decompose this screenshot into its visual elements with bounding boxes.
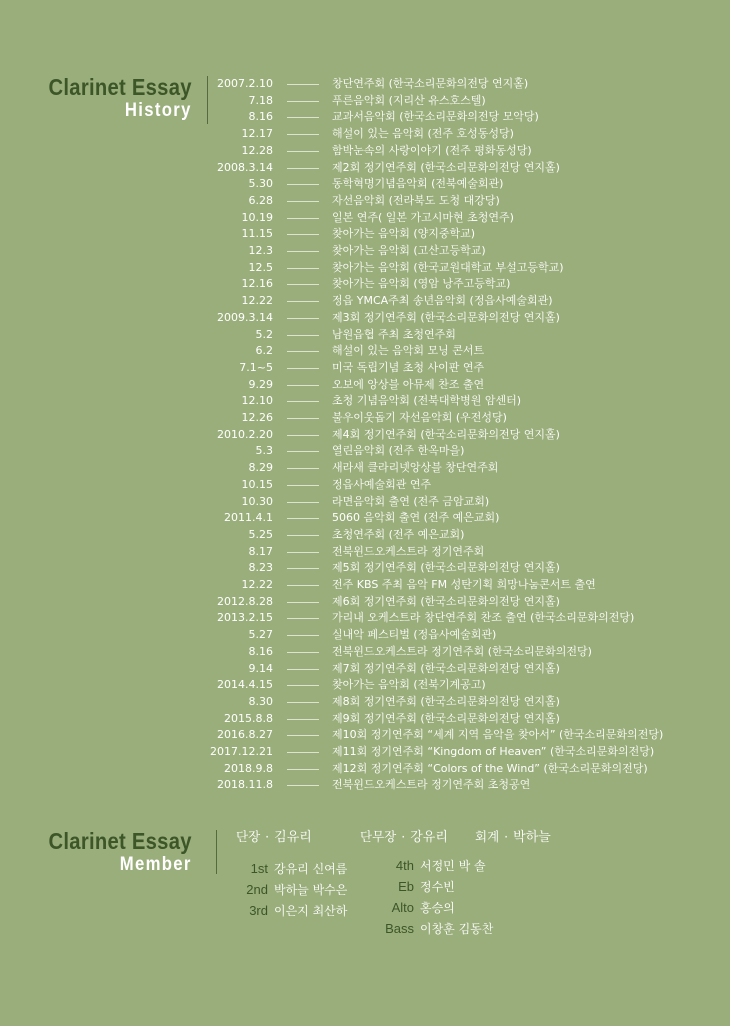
history-row bbox=[0, 644, 730, 661]
section-members: 강유리 신여름 bbox=[274, 862, 348, 876]
leader-name: 김유리 bbox=[274, 830, 312, 845]
history-date: 12.16 bbox=[241, 277, 273, 291]
history-event: 교과서음악회 (한국소리문화의전당 모악당) bbox=[332, 110, 539, 124]
history-row bbox=[0, 226, 730, 243]
member-title: Clarinet Essay bbox=[48, 828, 192, 854]
leader-dash bbox=[287, 201, 319, 202]
section-label: 2nd bbox=[246, 882, 268, 897]
separator-dot: · bbox=[401, 829, 406, 844]
history-row bbox=[0, 544, 730, 561]
leader-dash bbox=[287, 518, 319, 519]
history-event: 찾아가는 음악회 (영암 낭주고등학교) bbox=[332, 277, 511, 291]
history-date: 2017.12.21 bbox=[210, 745, 273, 758]
history-date: 11.15 bbox=[241, 227, 273, 241]
history-event: 동학혁명기념음악회 (전북예술회관) bbox=[332, 177, 504, 191]
section-members: 정수빈 bbox=[420, 880, 455, 894]
history-event: 열린음악회 (전주 한옥마을) bbox=[332, 444, 465, 458]
history-row bbox=[0, 744, 730, 761]
leader-dash bbox=[287, 685, 319, 686]
leader-name: 강유리 bbox=[410, 830, 448, 845]
history-event: 미국 독립기념 초청 사이판 연주 bbox=[332, 360, 485, 374]
leader-dash bbox=[287, 669, 319, 670]
history-event: 일본 연주( 일본 가고시마현 초청연주) bbox=[332, 210, 514, 224]
leader-dash bbox=[287, 435, 319, 436]
history-row bbox=[0, 443, 730, 460]
section-bass bbox=[378, 920, 493, 938]
leader-dash bbox=[287, 752, 319, 753]
history-date: 12.10 bbox=[241, 394, 273, 408]
leader-dash bbox=[287, 418, 319, 419]
history-date: 5.2 bbox=[255, 327, 273, 341]
history-row bbox=[0, 510, 730, 527]
leader-dash bbox=[287, 535, 319, 536]
history-event: 제3회 정기연주회 (한국소리문화의전당 연지홀) bbox=[332, 310, 560, 324]
section-label: 3rd bbox=[249, 903, 268, 918]
history-date: 2012.8.28 bbox=[217, 594, 273, 608]
history-date: 2009.3.14 bbox=[217, 310, 273, 324]
history-event: 해설이 있는 음악회 (전주 호성동성당) bbox=[332, 127, 514, 141]
history-date: 6.2 bbox=[255, 344, 273, 358]
history-event: 제5회 정기연주회 (한국소리문화의전당 연지홀) bbox=[332, 561, 560, 575]
leader-dash bbox=[287, 268, 319, 269]
history-event: 제6회 정기연주회 (한국소리문화의전당 연지홀) bbox=[332, 594, 560, 608]
history-date: 2013.2.15 bbox=[217, 611, 273, 625]
history-event: 제4회 정기연주회 (한국소리문화의전당 연지홀) bbox=[332, 427, 560, 441]
history-event: 초청연주회 (전주 예은교회) bbox=[332, 527, 465, 541]
section-members: 박하늘 박수은 bbox=[274, 883, 348, 897]
history-row bbox=[0, 310, 730, 327]
history-date: 12.3 bbox=[248, 244, 273, 257]
history-event: 전북윈드오케스트라 정기연주회 (한국소리문화의전당) bbox=[332, 644, 592, 658]
leader-dash bbox=[287, 585, 319, 586]
history-row bbox=[0, 477, 730, 494]
history-event: 창단연주회 (한국소리문화의전당 연지홀) bbox=[332, 77, 529, 90]
history-event: 전북윈드오케스트라 정기연주회 bbox=[332, 544, 485, 558]
leader-dash bbox=[287, 168, 319, 169]
history-title: Clarinet Essay bbox=[48, 74, 192, 100]
history-date: 7.1~5 bbox=[239, 360, 273, 374]
history-event: 제12회 정기연주회 “Colors of the Wind” (한국소리문화의전당) bbox=[332, 761, 648, 775]
history-date: 2007.2.10 bbox=[217, 77, 273, 90]
history-row bbox=[0, 410, 730, 427]
leader-dash bbox=[287, 485, 319, 486]
history-date: 10.30 bbox=[241, 494, 273, 508]
history-row bbox=[0, 594, 730, 611]
leader-dash bbox=[287, 84, 319, 85]
leader-dash bbox=[287, 502, 319, 503]
history-row bbox=[0, 777, 730, 794]
member-divider bbox=[216, 830, 217, 874]
history-event: 불우이웃돕기 자선음악회 (우전성당) bbox=[332, 411, 507, 424]
leader-dash bbox=[287, 568, 319, 569]
history-subtitle: History bbox=[125, 100, 192, 121]
history-event: 찾아가는 음악회 (전북기계공고) bbox=[332, 678, 486, 692]
leader-dash bbox=[287, 134, 319, 135]
history-row bbox=[0, 460, 730, 477]
history-row bbox=[0, 761, 730, 778]
section-1st bbox=[236, 860, 347, 878]
member-subtitle: Member bbox=[119, 854, 192, 875]
history-row bbox=[0, 727, 730, 744]
section-label: Bass bbox=[385, 921, 414, 936]
history-event: 푸른음악회 (지리산 유스호스텔) bbox=[332, 93, 486, 107]
history-row bbox=[0, 577, 730, 594]
history-row bbox=[0, 343, 730, 360]
history-event: 라면음악회 출연 (전주 금암교회) bbox=[332, 494, 490, 508]
leader-dash bbox=[287, 335, 319, 336]
leader-treasurer bbox=[475, 828, 551, 847]
leader-dash bbox=[287, 769, 319, 770]
history-event: 제10회 정기연주회 “세계 지역 음악을 찾아서” (한국소리문화의전당) bbox=[332, 728, 664, 742]
leader-role: 단장 bbox=[236, 829, 261, 844]
leader-dash bbox=[287, 368, 319, 369]
leader-dash bbox=[287, 218, 319, 219]
history-event: 찾아가는 음악회 (고산고등학교) bbox=[332, 244, 486, 257]
section-label: 4th bbox=[395, 858, 414, 873]
history-row bbox=[0, 276, 730, 293]
history-date: 12.26 bbox=[241, 411, 273, 424]
history-event: 실내악 페스티벌 (정읍사예술회관) bbox=[332, 628, 497, 642]
leader-dash bbox=[287, 602, 319, 603]
history-event: 전북윈드오케스트라 정기연주회 초청공연 bbox=[332, 778, 531, 792]
leader-dash bbox=[287, 451, 319, 452]
leader-dash bbox=[287, 652, 319, 653]
leader-dash bbox=[287, 234, 319, 235]
history-date: 8.29 bbox=[248, 461, 273, 475]
history-event: 제11회 정기연주회 “Kingdom of Heaven” (한국소리문화의전당) bbox=[332, 745, 655, 758]
history-row bbox=[0, 560, 730, 577]
history-date: 2008.3.14 bbox=[217, 160, 273, 174]
member-heading bbox=[29, 828, 192, 876]
history-row bbox=[0, 494, 730, 511]
leader-role: 회계 bbox=[475, 829, 500, 844]
leader-role: 단무장 bbox=[360, 829, 397, 844]
history-row bbox=[0, 661, 730, 678]
history-date: 9.29 bbox=[248, 377, 273, 391]
history-date: 8.23 bbox=[248, 561, 273, 575]
history-date: 2015.8.8 bbox=[224, 711, 273, 725]
history-event: 제2회 정기연주회 (한국소리문화의전당 연지홀) bbox=[332, 160, 560, 174]
history-date: 2018.9.8 bbox=[224, 761, 273, 775]
history-row bbox=[0, 126, 730, 143]
leader-dash bbox=[287, 702, 319, 703]
section-3rd bbox=[236, 902, 347, 920]
history-date: 5.30 bbox=[248, 177, 273, 191]
history-date: 2010.2.20 bbox=[217, 427, 273, 441]
history-row bbox=[0, 327, 730, 344]
leader-director bbox=[236, 828, 312, 847]
leader-dash bbox=[287, 719, 319, 720]
history-event: 제7회 정기연주회 (한국소리문화의전당 연지홀) bbox=[332, 661, 560, 675]
history-event: 자선음악회 (전라북도 도청 대강당) bbox=[332, 193, 500, 207]
history-event: 함박눈속의 사랑이야기 (전주 평화동성당) bbox=[332, 143, 532, 157]
history-row bbox=[0, 393, 730, 410]
leader-dash bbox=[287, 184, 319, 185]
history-date: 8.30 bbox=[248, 694, 273, 708]
history-date: 12.22 bbox=[241, 578, 273, 591]
history-row bbox=[0, 677, 730, 694]
history-row bbox=[0, 711, 730, 728]
leader-name: 박하늘 bbox=[513, 830, 551, 845]
history-event: 찾아가는 음악회 (양지중학교) bbox=[332, 227, 476, 241]
history-row bbox=[0, 527, 730, 544]
history-date: 8.16 bbox=[248, 644, 273, 658]
history-row bbox=[0, 193, 730, 210]
history-date: 10.15 bbox=[241, 477, 273, 491]
section-members: 이은지 최산하 bbox=[274, 904, 348, 918]
history-row bbox=[0, 93, 730, 110]
history-date: 5.25 bbox=[248, 527, 273, 541]
history-row bbox=[0, 143, 730, 160]
history-date: 8.17 bbox=[248, 544, 273, 558]
section-members: 서정민 박 솔 bbox=[420, 859, 486, 873]
leader-dash bbox=[287, 301, 319, 302]
leader-dash bbox=[287, 618, 319, 619]
history-row bbox=[0, 243, 730, 260]
history-row bbox=[0, 360, 730, 377]
history-event: 전주 KBS 주최 음악 FM 성탄기획 희망나눔콘서트 출연 bbox=[332, 578, 596, 591]
history-row bbox=[0, 210, 730, 227]
history-row bbox=[0, 610, 730, 627]
history-row bbox=[0, 293, 730, 310]
separator-dot: · bbox=[504, 829, 509, 844]
history-event: 제9회 정기연주회 (한국소리문화의전당 연지홀) bbox=[332, 711, 560, 725]
history-date: 12.22 bbox=[241, 294, 273, 308]
history-event: 찾아가는 음악회 (한국교원대학교 부설고등학교) bbox=[332, 260, 564, 274]
history-row bbox=[0, 627, 730, 644]
history-date: 9.14 bbox=[248, 661, 273, 675]
history-row bbox=[0, 377, 730, 394]
history-date: 10.19 bbox=[241, 210, 273, 224]
section-label: 1st bbox=[250, 861, 268, 876]
history-row bbox=[0, 176, 730, 193]
history-event: 정읍사예술회관 연주 bbox=[332, 477, 432, 491]
section-members: 이창훈 김동찬 bbox=[420, 922, 494, 936]
history-row bbox=[0, 694, 730, 711]
history-event: 초청 기념음악회 (전북대학병원 암센터) bbox=[332, 394, 522, 408]
history-event: 오보에 앙상블 아뮤제 찬조 출연 bbox=[332, 377, 485, 391]
history-row bbox=[0, 76, 730, 93]
leader-manager bbox=[360, 828, 448, 847]
history-row bbox=[0, 160, 730, 177]
section-4th bbox=[378, 857, 486, 875]
leader-dash bbox=[287, 385, 319, 386]
leader-dash bbox=[287, 468, 319, 469]
leader-dash bbox=[287, 552, 319, 553]
history-row bbox=[0, 260, 730, 277]
history-row bbox=[0, 427, 730, 444]
history-date: 12.28 bbox=[241, 143, 273, 157]
leader-dash bbox=[287, 151, 319, 152]
section-eb bbox=[378, 878, 455, 896]
history-date: 2018.11.8 bbox=[217, 778, 273, 792]
history-date: 2014.4.15 bbox=[217, 678, 273, 692]
history-event: 새라새 클라리넷앙상블 창단연주회 bbox=[332, 461, 499, 475]
leader-dash bbox=[287, 635, 319, 636]
section-members: 홍승의 bbox=[420, 901, 455, 915]
leader-dash bbox=[287, 101, 319, 102]
section-alto bbox=[378, 899, 455, 917]
leader-dash bbox=[287, 318, 319, 319]
section-label: Alto bbox=[391, 900, 414, 915]
history-date: 5.3 bbox=[255, 444, 273, 458]
history-event: 해설이 있는 음악회 모닝 콘서트 bbox=[332, 344, 485, 358]
leader-dash bbox=[287, 351, 319, 352]
history-date: 7.18 bbox=[248, 93, 273, 107]
history-date: 12.5 bbox=[248, 260, 273, 274]
history-date: 6.28 bbox=[248, 193, 273, 207]
leader-dash bbox=[287, 284, 319, 285]
leader-dash bbox=[287, 785, 319, 786]
section-2nd bbox=[236, 881, 347, 899]
history-event: 가리내 오케스트라 창단연주회 찬조 출연 (한국소리문화의전당) bbox=[332, 611, 635, 625]
leader-dash bbox=[287, 735, 319, 736]
history-event: 정읍 YMCA주최 송년음악회 (정읍사예술회관) bbox=[332, 294, 553, 308]
history-date: 12.17 bbox=[241, 127, 273, 141]
leader-dash bbox=[287, 401, 319, 402]
leader-dash bbox=[287, 251, 319, 252]
history-row bbox=[0, 109, 730, 126]
history-date: 2011.4.1 bbox=[224, 511, 273, 525]
history-date: 8.16 bbox=[248, 110, 273, 124]
history-event: 5060 음악회 출연 (전주 예은교회) bbox=[332, 511, 500, 525]
separator-dot: · bbox=[265, 829, 270, 844]
history-event: 남원읍협 주최 초청연주회 bbox=[332, 327, 456, 341]
history-event: 제8회 정기연주회 (한국소리문화의전당 연지홀) bbox=[332, 694, 560, 708]
leader-dash bbox=[287, 117, 319, 118]
history-date: 5.27 bbox=[248, 628, 273, 642]
history-date: 2016.8.27 bbox=[217, 728, 273, 742]
section-label: Eb bbox=[398, 879, 414, 894]
